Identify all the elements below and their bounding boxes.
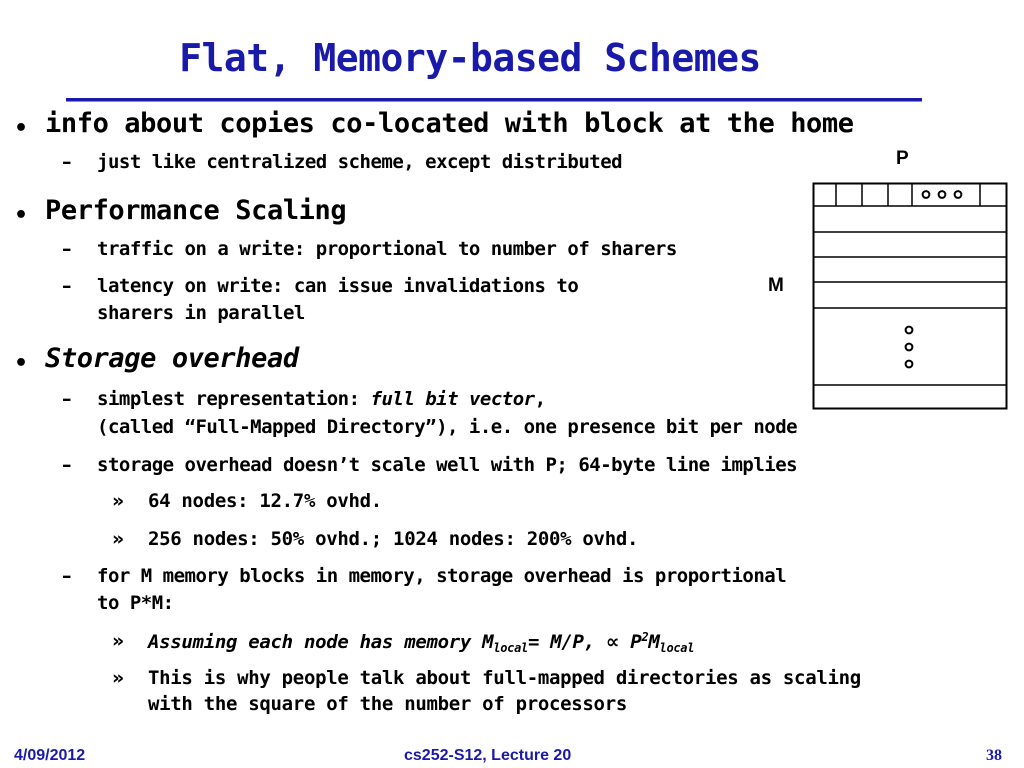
bullet-2-text: Performance Scaling xyxy=(45,195,347,226)
memory-box xyxy=(814,184,1007,409)
footer-date: 4/09/2012 xyxy=(14,747,86,764)
dash-marker: – xyxy=(62,275,72,297)
footer-course: cs252-S12, Lecture 20 xyxy=(404,747,572,764)
bullet-3-sub-1-line-2: (called “Full-Mapped Directory”), i.e. one presence bit per node xyxy=(97,416,798,438)
text-run: P xyxy=(619,631,642,653)
bullet-3-sub-3-line-1: for M memory blocks in memory, storage overhead is proportional xyxy=(97,565,787,587)
text-run: = M/P, xyxy=(527,631,606,653)
bullet-1-text: info about copies co-located with block at the home xyxy=(45,108,854,139)
bullet-3-sub-2: storage overhead doesn’t scale well with P; 64-byte line implies xyxy=(97,454,798,476)
dash-marker: – xyxy=(62,238,72,260)
subscript: local xyxy=(493,641,528,655)
raquo-marker: » xyxy=(112,630,125,652)
bullet-3-text: Storage overhead xyxy=(45,343,299,374)
subscript: local xyxy=(659,641,695,655)
bullet-3-sub-1-line-1 xyxy=(97,388,546,410)
title-underline xyxy=(66,98,922,102)
bullet-marker: • xyxy=(14,203,29,228)
text-run: simplest representation: xyxy=(97,388,360,410)
proportional-symbol: ∝ xyxy=(605,631,620,653)
slide-title: Flat, Memory-based Schemes xyxy=(179,36,761,80)
bullet-3-sub-3-line-2: to P*M: xyxy=(97,592,174,614)
dash-marker: – xyxy=(62,151,72,173)
bullet-3-sub-3-item-1 xyxy=(148,630,694,655)
bullet-2-sub-1: traffic on a write: proportional to number of sharers xyxy=(97,238,677,260)
bullet-1-sub-1: just like centralized scheme, except distributed xyxy=(97,151,623,173)
raquo-marker: » xyxy=(112,667,125,689)
bullet-marker: • xyxy=(14,351,29,376)
text-run: Assuming each node has memory M xyxy=(148,631,494,653)
dash-marker: – xyxy=(62,388,72,410)
bullet-marker: • xyxy=(14,116,29,141)
bullet-2-sub-2-line-1: latency on write: can issue invalidations to xyxy=(97,275,579,297)
bullet-3-sub-3-item-2-line-2: with the square of the number of processors xyxy=(148,693,627,715)
text-run-italic: full bit vector xyxy=(370,388,535,410)
raquo-marker: » xyxy=(112,490,125,512)
dash-marker: – xyxy=(62,565,72,587)
bullet-3-sub-3-item-2-line-1: This is why people talk about full-mapped directories as scaling xyxy=(148,667,861,689)
bullet-3-sub-2-item-2: 256 nodes: 50% ovhd.; 1024 nodes: 200% ovhd. xyxy=(148,528,639,550)
superscript: 2 xyxy=(641,630,649,644)
text-run: M xyxy=(648,631,660,653)
raquo-marker: » xyxy=(112,528,125,550)
bullet-3-sub-2-item-1: 64 nodes: 12.7% ovhd. xyxy=(148,490,382,512)
footer-page-number: 38 xyxy=(986,747,1002,764)
text-run: , xyxy=(534,388,546,410)
bullet-2-sub-2-line-2: sharers in parallel xyxy=(97,302,305,324)
diagram-label-p: P xyxy=(896,148,909,169)
diagram-label-m: M xyxy=(768,275,784,296)
dash-marker: – xyxy=(62,454,72,476)
directory-diagram xyxy=(812,182,1008,410)
